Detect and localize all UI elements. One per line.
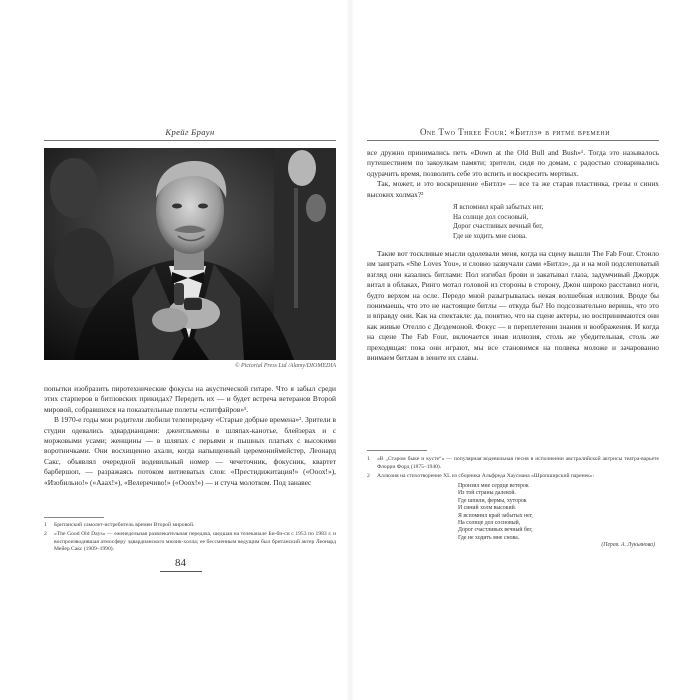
poem-line: Я вспомнил край забытых нег, bbox=[453, 203, 544, 211]
footnote-poem bbox=[458, 483, 533, 542]
paragraph: все дружно принимались петь «Down at the Old Bull and Bush»¹. Тогда это называлось путешествием по закоулкам памяти; зрители, сидя по домам, с радостью сговаривались одурачить время, позволить себе это вспить и воскресить мертвых. bbox=[367, 148, 659, 178]
poem-line: На солнце дол сосновый, bbox=[453, 212, 529, 221]
poem-line: Пронзил мне сердце ветерок bbox=[458, 483, 529, 489]
running-head-author: Крейг Браун bbox=[165, 127, 215, 137]
poem-line: Где шпили, фермы, хуторок bbox=[458, 497, 527, 504]
poem-line: Где не ходить мне снова. bbox=[453, 231, 527, 240]
footnote-text: Британский самолет-истребитель времен Второй мировой. bbox=[54, 522, 195, 528]
footnote bbox=[367, 473, 659, 481]
paragraph: попытки изобразить пиротехнические фокусы на акустической гитаре. Что я забыл среди этих старперов в битловских прикидах? Передеть их — и будет встреча ветеранов Второй мировой, собравшихся на показательные полеты «спитфайров»¹. bbox=[44, 384, 336, 414]
footnote bbox=[44, 522, 336, 530]
footnote-text: Аллюзия на стихотворение XL из сборника Альфреда Хаусмана «Шропширский паренек»: bbox=[377, 473, 595, 479]
poem-line: Где не ходить мне снова. bbox=[458, 534, 520, 541]
paragraph: В 1970-е годы мои родители любили телепередачу «Старые добрые времена»². Зрители в студии одевались эдвардианцами: джентльмены в шляпах-канотье, блейзерах и с моржовыми усами; женщины — в шляпах с перьями и пышных платьях с высокими воротничками. Они восхищенно ахали, когда напыщенный церемониймейстер, Леонард Сакс, объявлял очередной водевильный номер — чечеточник, фокусник, квартет барбершоп, — разражаясь потоком витиеватых слов: «Престидижитация!» («Ооох!»), «Изобильно!» («Ааах!»), «Велеречиво!» («Ооох!») — и стуча молотком. Под занавес bbox=[44, 415, 336, 487]
page-number: 84 bbox=[175, 557, 186, 569]
footnote-text: «В „Старом быке и кусте“» — популярная водевильная песня в исполнении австралийской актрисы театра-варьете Флорри Форд (1875–1940). bbox=[377, 456, 659, 470]
header-rule bbox=[367, 140, 659, 141]
poem-line: Я вспомнил край забытых нег, bbox=[458, 512, 533, 519]
photo-illustration bbox=[44, 148, 336, 360]
footnote-number: 1 bbox=[367, 456, 370, 462]
poem-line: Дорог счастливых вечный бег, bbox=[458, 527, 533, 534]
right-body-text-main bbox=[367, 249, 659, 363]
poem-line: На солнце дол сосновый, bbox=[458, 520, 521, 527]
footnote-rule bbox=[367, 450, 427, 451]
footnote-rule bbox=[44, 517, 104, 518]
poem-line: Из той страны далекой. bbox=[458, 490, 516, 497]
left-body-text bbox=[44, 384, 336, 488]
photo-credit: © Pictorial Press Ltd /Alamy/DIOMEDIA bbox=[235, 363, 336, 369]
paragraph: Такие вот тоскливые мысли одолевали меня, когда на сцену вышли The Fab Four. Стоило им заиграть «She Loves You», и словно зазвучали сами «Битлз», да и на мой подслеповатый взгляд они казались битлами: Пол изгибал брови и закатывал глаза, задумчивый Джордж витал в облаках, Ринго мотал головой из стороны в сторону, Джон широко расставил ноги, будто верхом на осле. Передо мной разыгрывалась некая волшебная иллюзия. Вроде бы понимаешь, что это не настоящие битлы — откуда бы? Но подсознательно веришь, что это и вправду они. Как на спектакле: да, понятно, что на сцене актеры, но воспринимаются они как живые Отелло с Дездемоной. Фокус — в переплетении знания и воображения. И когда на сцене The Fab Four, включается иная иллюзия, столь же убедительная, столь же преходящая: пока они играют, мы все становимся на полвека моложе и зачарованно внимаем битлам в зените их славы. bbox=[367, 249, 659, 363]
running-head-title: One Two Three Four: «Битлз» в ритме времени bbox=[419, 127, 611, 137]
poem-line: Дорог счастливых вечный бег, bbox=[453, 222, 544, 231]
footnote bbox=[367, 456, 659, 471]
poem-line: И синий холм высокий. bbox=[458, 505, 517, 512]
paragraph: Так, может, и это воскрешение «Битлз» — все та же старая пластинка, грезы о синих высоких холмах?² bbox=[367, 179, 659, 199]
right-body-text-top bbox=[367, 148, 659, 200]
page-number-rule bbox=[160, 571, 202, 572]
photo-portrait-icon bbox=[44, 148, 336, 360]
header-rule bbox=[44, 140, 336, 141]
footnote-text: «The Good Old Days» — еженедельная развлекательная передача, шедшая на телеканале Би-би-си с 1953 по 1983 г. и воспроизводившая атмосферу эдвардианского мюзик-холла; ее бессменным ведущим был британский актер Леонард Мейер Сакс (1909–1990). bbox=[54, 531, 336, 553]
footnote-number: 1 bbox=[44, 522, 47, 528]
poem-quote bbox=[453, 203, 543, 241]
right-page bbox=[350, 0, 700, 700]
translator-credit: (Перев. А. Лукьянова) bbox=[601, 542, 655, 548]
footnote bbox=[44, 531, 336, 554]
footnote-number: 2 bbox=[367, 473, 370, 479]
footnote-number: 2 bbox=[44, 531, 47, 537]
